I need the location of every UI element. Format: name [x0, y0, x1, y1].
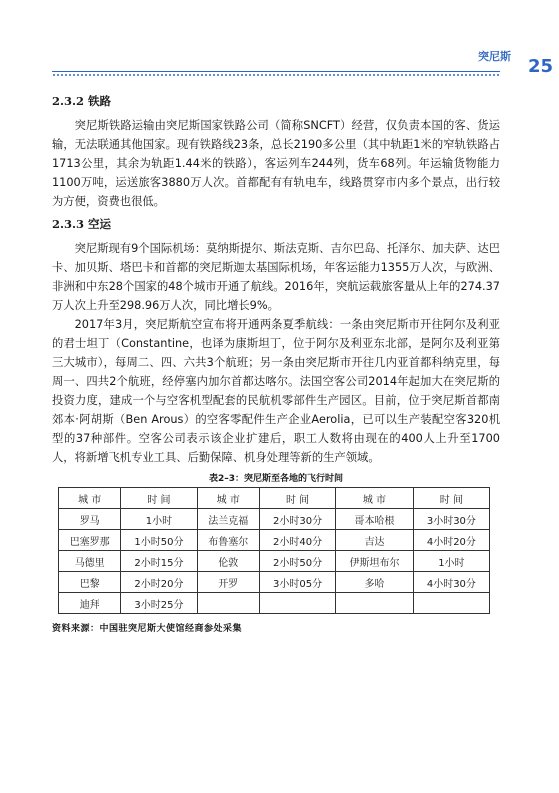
table-cell: 马德里: [59, 551, 121, 572]
table-cell: 布鲁塞尔: [197, 530, 259, 551]
table-row: [59, 509, 490, 530]
table-header-row: [59, 488, 490, 509]
header-cell: 城 市: [336, 488, 414, 509]
header-cell: 时 间: [413, 488, 489, 509]
table-cell: 迪拜: [59, 593, 121, 614]
table-cell: 法兰克福: [197, 509, 259, 530]
header-cell: 城 市: [197, 488, 259, 509]
table-row: [59, 551, 490, 572]
paragraph-air-routes: 2017年3月，突尼斯航空宣布将开通两条夏季航线：一条由突尼斯市开往阿尔及利亚的君士坦丁（Constantine，也译为康斯坦丁，位于阿尔及利亚东北部，是阿尔及利亚第三大城市），每周二、四、六共3个航班；另一条由突尼斯市开往几内亚首都科纳克里，每周一、四共2个航班，经停塞内加尔首都达喀尔。法国空客公司2014年起加大在突尼斯的投资力度，建成一个与空客机型配套的民航机零部件生产园区。目前，位于突尼斯首都南郊本·阿胡斯（Ben Arous）的空客零配件生产企业Aerolia，已可以生产装配空客320机型的37种部件。空客公司表示该企业扩建后，职工人数将由现在的400人上升至1700人，将新增飞机专业工具、后勤保障、机身处理等新的生产领域。: [52, 318, 500, 464]
table-cell: [197, 593, 259, 614]
table-cell: 2小时20分: [121, 572, 197, 593]
header-cell: 城 市: [59, 488, 121, 509]
paragraph-airports: 突尼斯现有9个国际机场：莫纳斯提尔、斯法克斯、吉尔巴岛、托泽尔、加夫萨、达巴卡、加贝斯、塔巴卡和首都的突尼斯迦太基国际机场，年客运能力1355万人次，与欧洲、非洲和中东28个国家的48个城市开通了航线。2016年，突航运载旅客量从上年的274.37万人次上升至298.96万人次，同比增长9%。: [52, 242, 500, 312]
table-row: [59, 572, 490, 593]
table-cell: 1小时: [413, 551, 489, 572]
table-cell: 3小时05分: [259, 572, 335, 593]
table-cell: 3小时25分: [121, 593, 197, 614]
page-content: [52, 92, 500, 634]
table-cell: [336, 593, 414, 614]
header-rule: [52, 71, 500, 72]
section-heading-rail: 2.3.2 铁路: [52, 94, 112, 108]
table-cell: 巴塞罗那: [59, 530, 121, 551]
table-cell: 伦敦: [197, 551, 259, 572]
paragraph-rail: 突尼斯铁路运输由突尼斯国家铁路公司（简称SNCFT）经营，仅负责本国的客、货运输，无法联通其他国家。现有铁路线23条，总长2190多公里（其中轨距1米的窄轨铁路占1713公里，其余为轨距1.44米的铁路），客运列车244列，货车68列。年运输货物能力1100万吨，运送旅客3880万人次。首都配有有轨电车，线路贯穿市内多个景点，出行较为方便，资费也很低。: [52, 119, 500, 208]
table-cell: 2小时15分: [121, 551, 197, 572]
table-cell: 多哈: [336, 572, 414, 593]
table-cell: 2小时50分: [259, 551, 335, 572]
table-cell: 1小时: [121, 509, 197, 530]
table-cell: 伊斯坦布尔: [336, 551, 414, 572]
page-number: 25: [527, 56, 553, 77]
table-cell: [259, 593, 335, 614]
page-header: [0, 0, 559, 90]
table-row: [59, 530, 490, 551]
table-cell: 4小时20分: [413, 530, 489, 551]
table-title: 表2–3：突尼斯至各地的飞行时间: [208, 474, 344, 484]
header-cell: 时 间: [121, 488, 197, 509]
table-cell: 哥本哈根: [336, 509, 414, 530]
header-dotted-rule: [52, 74, 500, 76]
header-cell: 时 间: [259, 488, 335, 509]
table-row: [59, 593, 490, 614]
table-cell: 罗马: [59, 509, 121, 530]
table-cell: [413, 593, 489, 614]
table-cell: 4小时30分: [413, 572, 489, 593]
table-cell: 3小时30分: [413, 509, 489, 530]
table-cell: 开罗: [197, 572, 259, 593]
running-header-country: 突尼斯: [478, 50, 511, 63]
table-source-note: 资料来源：中国驻突尼斯大使馆经商参处采集: [52, 624, 243, 634]
table-cell: 2小时30分: [259, 509, 335, 530]
table-cell: 1小时50分: [121, 530, 197, 551]
table-cell: 吉达: [336, 530, 414, 551]
section-heading-air: 2.3.3 空运: [52, 217, 112, 231]
table-cell: 2小时40分: [259, 530, 335, 551]
flight-time-table: [58, 487, 490, 614]
table-cell: 巴黎: [59, 572, 121, 593]
